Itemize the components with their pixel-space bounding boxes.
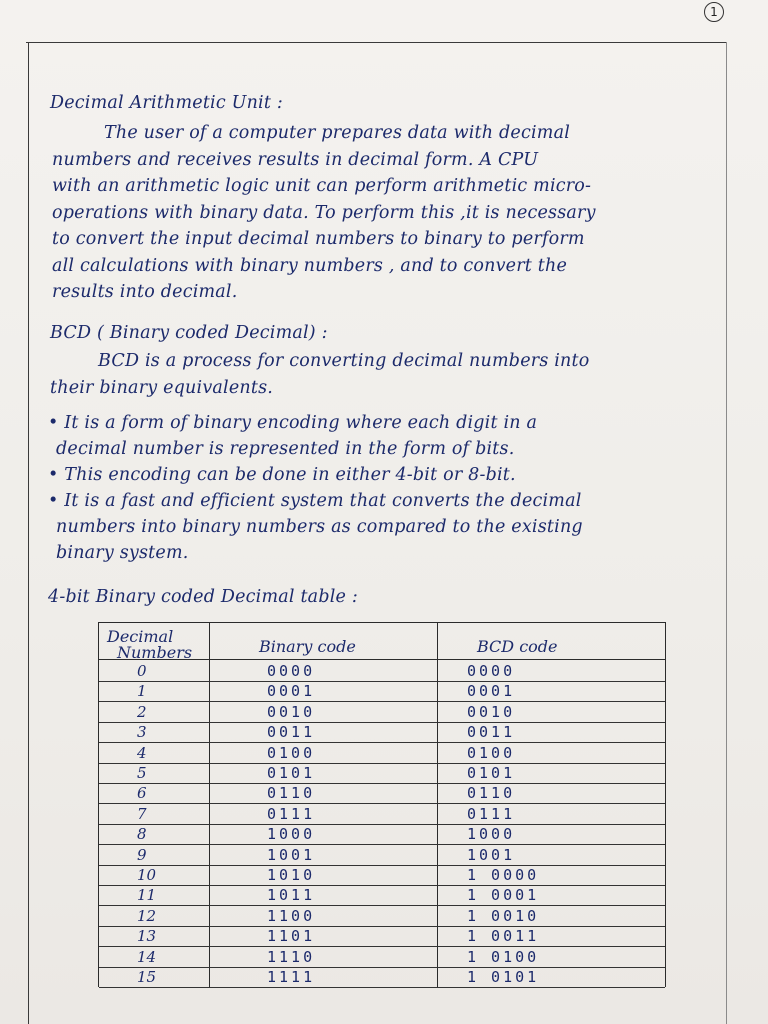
bcd-cell: 1 0101 [467,968,540,986]
table-row [99,967,665,988]
decimal-cell: 1 [137,682,147,701]
left-margin-line [28,42,29,1024]
paragraph-line: all calculations with binary numbers , and to convert the [52,255,568,276]
binary-code-header: Binary code [259,637,356,656]
table-row [99,661,665,682]
binary-cell: 0111 [267,804,316,823]
paragraph-line: to convert the input decimal numbers to binary to perform [52,229,585,249]
bullet-list [48,410,583,566]
bcd-table [98,622,666,987]
binary-cell: 1110 [267,947,316,966]
decimal-header-line1: Decimal [107,627,174,646]
binary-cell: 0000 [267,662,316,680]
bcd-paragraph [50,348,590,402]
bcd-cell: 1 0001 [467,886,540,905]
binary-cell: 0110 [267,784,316,803]
binary-cell: 1001 [267,845,316,864]
binary-cell: 0100 [267,743,316,762]
table-row [99,906,665,927]
bcd-cell: 1 0100 [467,947,540,966]
bcd-cell: 1 0010 [467,906,540,925]
bcd-cell: 1000 [467,825,516,844]
bcd-cell: 0001 [467,682,516,701]
bcd-cell: 0100 [467,743,516,762]
bcd-cell: 1001 [467,845,516,864]
decimal-header-line2: Numbers [117,643,193,662]
bcd-code-header: BCD code [477,637,558,656]
binary-cell: 0011 [267,723,316,742]
binary-cell: 1000 [267,825,316,844]
bcd-cell: 0101 [467,764,516,782]
decimal-cell: 15 [137,968,157,986]
intro-paragraph [52,120,596,306]
decimal-cell: 12 [137,906,157,925]
paragraph-line: The user of a computer prepares data with decimal [104,123,571,143]
binary-cell: 0010 [267,702,316,721]
bullet-item-continued: decimal number is represented in the form of bits. [56,439,515,459]
binary-cell: 1111 [267,968,316,986]
decimal-cell: 2 [137,702,147,721]
binary-cell: 1010 [267,866,316,884]
decimal-cell: 0 [137,662,147,680]
paragraph-line: with an arithmetic logic unit can perform arithmetic micro- [52,176,592,196]
table-row [99,722,665,743]
binary-cell: 1101 [267,927,316,946]
bcd-cell: 0000 [467,662,516,680]
bullet-item: • This encoding can be done in either 4-bit or 8-bit. [48,465,516,485]
bullet-item-continued: numbers into binary numbers as compared to the existing [56,517,583,537]
decimal-cell: 9 [137,845,147,864]
table-row [99,845,665,866]
bcd-cell: 0011 [467,723,516,742]
decimal-cell: 4 [137,743,147,762]
top-margin-line [26,42,726,43]
binary-cell: 1100 [267,906,316,925]
right-margin-line [726,42,727,1024]
table-heading: 4-bit Binary coded Decimal table : [48,587,358,607]
section-heading: Decimal Arithmetic Unit : [50,93,283,113]
decimal-cell: 13 [137,927,157,946]
table-row [99,865,665,886]
decimal-cell: 5 [137,764,147,782]
binary-cell: 0001 [267,682,316,701]
bullet-item-continued: binary system. [56,543,189,563]
paragraph-line: results into decimal. [52,282,238,302]
binary-cell: 1011 [267,886,316,905]
decimal-cell: 6 [137,784,147,803]
table-row [99,947,665,968]
table-row [99,926,665,947]
bcd-cell: 0111 [467,804,516,823]
bcd-heading: BCD ( Binary coded Decimal) : [50,323,328,343]
bullet-item: • It is a form of binary encoding where each digit in a [48,413,538,433]
binary-cell: 0101 [267,764,316,782]
paragraph-line: BCD is a process for converting decimal numbers into [98,351,590,371]
paragraph-line: their binary equivalents. [50,378,274,398]
bcd-cell: 0010 [467,702,516,721]
table-row [99,885,665,906]
page-number: 1 [704,2,724,22]
bcd-cell: 1 0011 [467,927,540,946]
table-row [99,743,665,764]
bcd-cell: 0110 [467,784,516,803]
decimal-cell: 7 [137,804,147,823]
decimal-cell: 14 [137,947,157,966]
decimal-cell: 3 [137,723,147,742]
bullet-item: • It is a fast and efficient system that converts the decimal [48,491,582,511]
decimal-cell: 8 [137,825,147,844]
table-row [99,824,665,845]
table-row [99,783,665,804]
decimal-cell: 10 [137,866,157,884]
table-row [99,804,665,825]
decimal-cell: 11 [137,886,157,905]
paragraph-line: operations with binary data. To perform this ,it is necessary [52,202,596,223]
paragraph-line: numbers and receives results in decimal form. A CPU [52,149,539,170]
table-row [99,681,665,702]
bcd-cell: 1 0000 [467,866,540,884]
table-row [99,702,665,723]
table-row [99,763,665,784]
